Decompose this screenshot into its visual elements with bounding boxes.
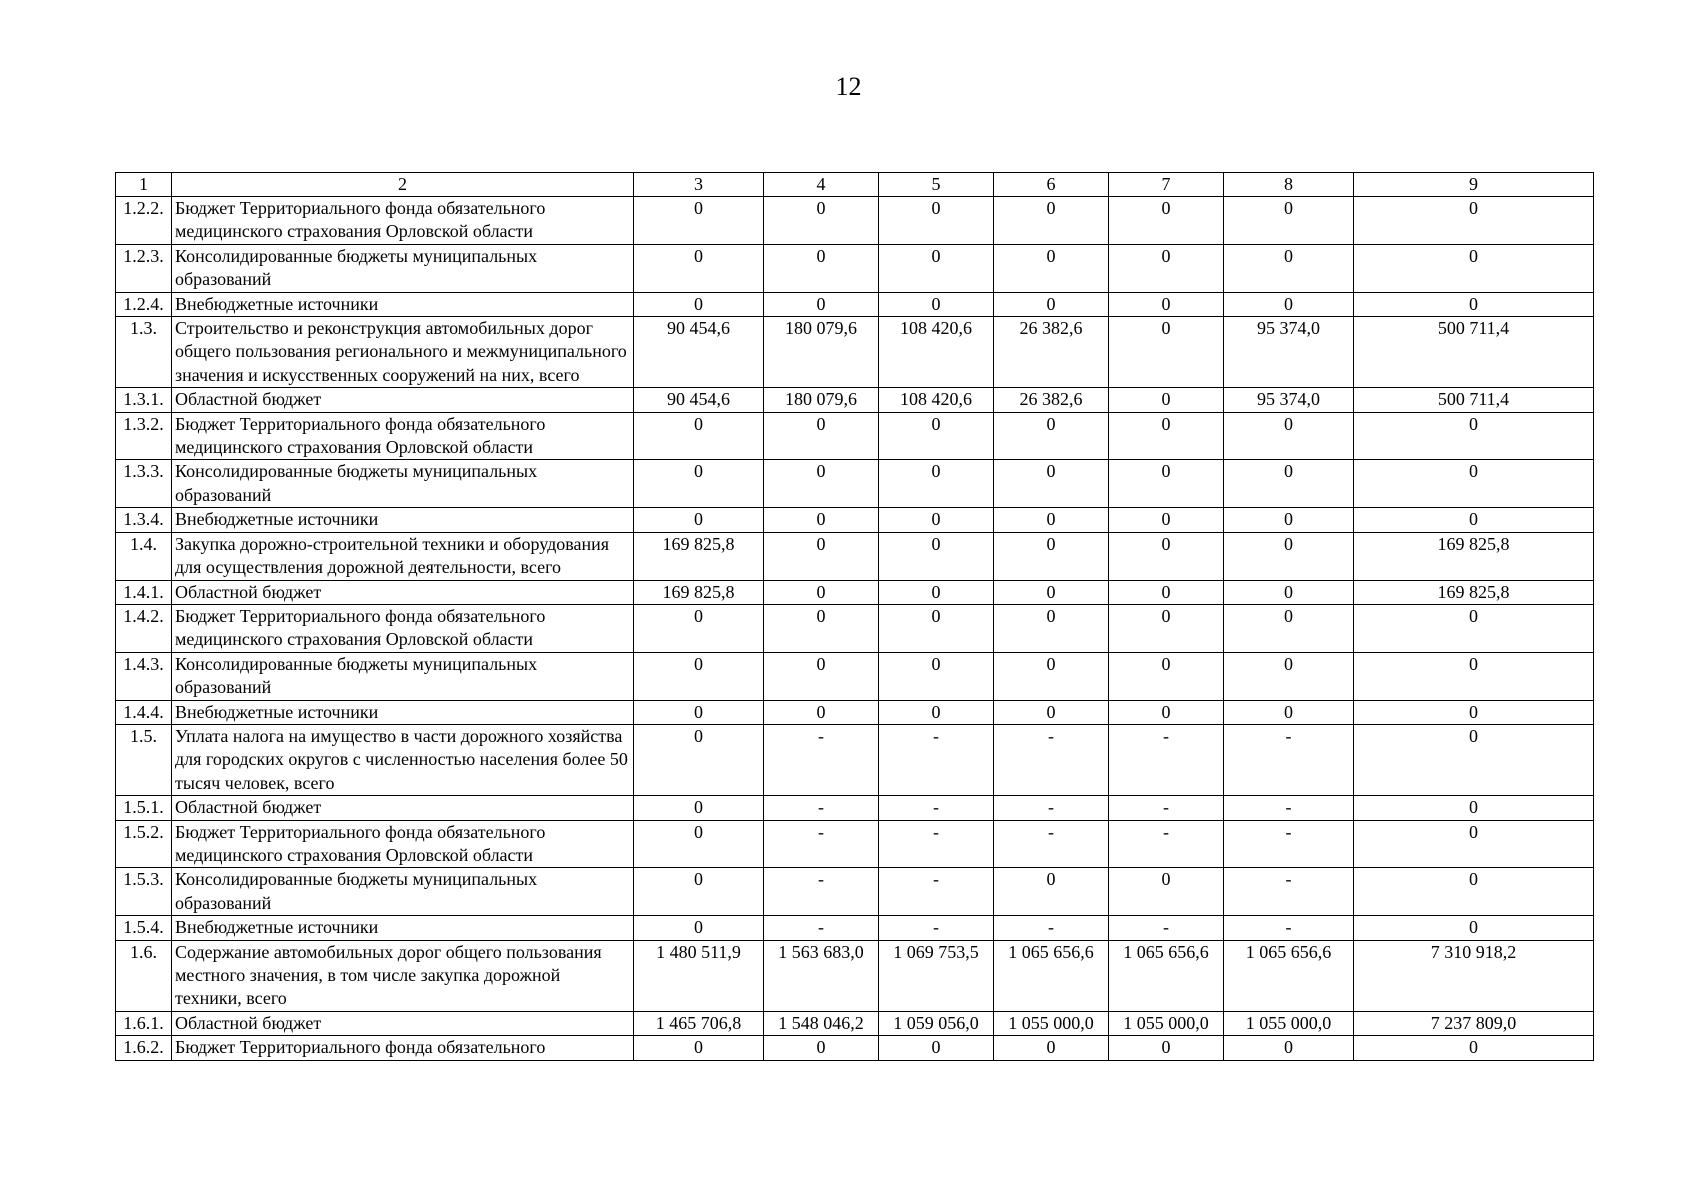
header-cell: 1 (116, 173, 172, 197)
value-cell: 0 (764, 700, 879, 724)
value-cell: 0 (879, 604, 994, 652)
value-cell: 0 (1109, 532, 1224, 580)
row-index: 1.4.2. (116, 604, 172, 652)
value-cell: 0 (1354, 508, 1594, 532)
row-index: 1.6. (116, 940, 172, 1011)
value-cell: 0 (634, 460, 764, 508)
value-cell: 0 (994, 412, 1109, 460)
table-row (116, 940, 1594, 1011)
table-row (116, 412, 1594, 460)
row-description: Внебюджетные источники (172, 916, 634, 940)
value-cell: 0 (1109, 460, 1224, 508)
row-description: Внебюджетные источники (172, 700, 634, 724)
table-row (116, 1011, 1594, 1035)
budget-table (115, 172, 1594, 1061)
value-cell: 0 (1224, 460, 1354, 508)
value-cell: 169 825,8 (1354, 580, 1594, 604)
row-description: Областной бюджет (172, 796, 634, 820)
row-index: 1.3.2. (116, 412, 172, 460)
value-cell: 0 (1354, 292, 1594, 316)
value-cell: 0 (879, 652, 994, 700)
header-cell: 3 (634, 173, 764, 197)
value-cell: 0 (634, 796, 764, 820)
value-cell: 180 079,6 (764, 388, 879, 412)
value-cell: 500 711,4 (1354, 388, 1594, 412)
value-cell: 0 (879, 197, 994, 245)
value-cell: 0 (1109, 652, 1224, 700)
value-cell: 0 (1224, 1036, 1354, 1060)
value-cell: 0 (994, 652, 1109, 700)
row-index: 1.2.3. (116, 244, 172, 292)
row-index: 1.3. (116, 317, 172, 388)
table-row (116, 388, 1594, 412)
value-cell: 0 (879, 580, 994, 604)
value-cell: 0 (764, 197, 879, 245)
value-cell: 0 (879, 1036, 994, 1060)
value-cell: - (879, 820, 994, 868)
value-cell: 0 (1354, 868, 1594, 916)
value-cell: 90 454,6 (634, 317, 764, 388)
value-cell: - (1224, 796, 1354, 820)
value-cell: 1 065 656,6 (1224, 940, 1354, 1011)
row-index: 1.3.4. (116, 508, 172, 532)
row-index: 1.5.1. (116, 796, 172, 820)
table-row (116, 796, 1594, 820)
header-cell: 9 (1354, 173, 1594, 197)
value-cell: - (1224, 868, 1354, 916)
value-cell: 0 (764, 1036, 879, 1060)
value-cell: - (764, 724, 879, 795)
value-cell: - (1109, 724, 1224, 795)
row-description: Строительство и реконструкция автомобильных дорог общего пользования регионального и межмуниципального значения и искусственных сооружений на них, всего (172, 317, 634, 388)
value-cell: 0 (1224, 508, 1354, 532)
value-cell: 0 (994, 604, 1109, 652)
value-cell: 0 (764, 532, 879, 580)
value-cell: 0 (764, 244, 879, 292)
value-cell: 1 055 000,0 (994, 1011, 1109, 1035)
value-cell: 0 (634, 508, 764, 532)
value-cell: 0 (1109, 197, 1224, 245)
row-description: Закупка дорожно-строительной техники и оборудования для осуществления дорожной деятельности, всего (172, 532, 634, 580)
row-description: Содержание автомобильных дорог общего пользования местного значения, в том числе закупка дорожной техники, всего (172, 940, 634, 1011)
row-index: 1.4.3. (116, 652, 172, 700)
row-index: 1.5.3. (116, 868, 172, 916)
value-cell: 0 (879, 412, 994, 460)
value-cell: 0 (994, 868, 1109, 916)
row-index: 1.4.4. (116, 700, 172, 724)
table-row (116, 460, 1594, 508)
value-cell: 0 (1109, 317, 1224, 388)
value-cell: 0 (879, 532, 994, 580)
row-description: Бюджет Территориального фонда обязательного медицинского страхования Орловской области (172, 197, 634, 245)
value-cell: 0 (1109, 604, 1224, 652)
value-cell: 0 (879, 244, 994, 292)
value-cell: 1 055 000,0 (1109, 1011, 1224, 1035)
value-cell: 180 079,6 (764, 317, 879, 388)
row-description: Бюджет Территориального фонда обязательного медицинского страхования Орловской области (172, 412, 634, 460)
row-index: 1.5.2. (116, 820, 172, 868)
row-index: 1.5.4. (116, 916, 172, 940)
value-cell: 95 374,0 (1224, 317, 1354, 388)
value-cell: 7 310 918,2 (1354, 940, 1594, 1011)
row-index: 1.6.1. (116, 1011, 172, 1035)
table-row (116, 916, 1594, 940)
value-cell: - (994, 916, 1109, 940)
value-cell: 108 420,6 (879, 317, 994, 388)
value-cell: 26 382,6 (994, 388, 1109, 412)
header-cell: 5 (879, 173, 994, 197)
value-cell: 0 (1109, 244, 1224, 292)
value-cell: 0 (879, 700, 994, 724)
row-description: Консолидированные бюджеты муниципальных образований (172, 868, 634, 916)
value-cell: 1 563 683,0 (764, 940, 879, 1011)
value-cell: 0 (879, 508, 994, 532)
value-cell: 1 059 056,0 (879, 1011, 994, 1035)
value-cell: 0 (1109, 508, 1224, 532)
table-row (116, 1036, 1594, 1060)
table-row (116, 317, 1594, 388)
value-cell: 0 (1109, 292, 1224, 316)
value-cell: 0 (1224, 604, 1354, 652)
value-cell: 0 (1109, 388, 1224, 412)
value-cell: 0 (1109, 868, 1224, 916)
table-row (116, 580, 1594, 604)
value-cell: 7 237 809,0 (1354, 1011, 1594, 1035)
table-row (116, 197, 1594, 245)
value-cell: 0 (994, 292, 1109, 316)
row-description: Внебюджетные источники (172, 292, 634, 316)
value-cell: 0 (1354, 604, 1594, 652)
value-cell: 1 548 046,2 (764, 1011, 879, 1035)
value-cell: - (879, 724, 994, 795)
value-cell: 0 (634, 197, 764, 245)
value-cell: 0 (1109, 412, 1224, 460)
value-cell: 0 (1354, 916, 1594, 940)
header-cell: 8 (1224, 173, 1354, 197)
value-cell: 0 (764, 508, 879, 532)
table-row (116, 820, 1594, 868)
value-cell: 0 (634, 244, 764, 292)
table-row (116, 244, 1594, 292)
value-cell: 0 (634, 868, 764, 916)
value-cell: 0 (879, 460, 994, 508)
value-cell: 0 (764, 652, 879, 700)
header-row (116, 173, 1594, 197)
value-cell: 0 (1224, 700, 1354, 724)
value-cell: - (1109, 796, 1224, 820)
row-index: 1.3.1. (116, 388, 172, 412)
value-cell: 0 (994, 1036, 1109, 1060)
table-row (116, 724, 1594, 795)
value-cell: 108 420,6 (879, 388, 994, 412)
value-cell: - (1109, 916, 1224, 940)
value-cell: 1 480 511,9 (634, 940, 764, 1011)
value-cell: 0 (1354, 1036, 1594, 1060)
value-cell: 1 065 656,6 (1109, 940, 1224, 1011)
header-cell: 2 (172, 173, 634, 197)
value-cell: 0 (1224, 292, 1354, 316)
value-cell: 1 069 753,5 (879, 940, 994, 1011)
value-cell: 500 711,4 (1354, 317, 1594, 388)
row-description: Областной бюджет (172, 1011, 634, 1035)
value-cell: 0 (764, 604, 879, 652)
value-cell: 0 (879, 292, 994, 316)
value-cell: - (1224, 724, 1354, 795)
value-cell: - (994, 820, 1109, 868)
value-cell: 0 (634, 700, 764, 724)
value-cell: 0 (764, 580, 879, 604)
value-cell: 0 (1109, 700, 1224, 724)
value-cell: 0 (1224, 652, 1354, 700)
value-cell: 0 (634, 292, 764, 316)
value-cell: 0 (1354, 724, 1594, 795)
value-cell: 0 (1109, 580, 1224, 604)
table-row (116, 508, 1594, 532)
table-row (116, 700, 1594, 724)
value-cell: 0 (764, 292, 879, 316)
row-index: 1.4.1. (116, 580, 172, 604)
table-row (116, 604, 1594, 652)
page-number: 12 (835, 72, 862, 101)
value-cell: 0 (1224, 197, 1354, 245)
value-cell: - (764, 796, 879, 820)
table-row (116, 532, 1594, 580)
value-cell: 0 (634, 1036, 764, 1060)
value-cell: 0 (764, 460, 879, 508)
value-cell: 0 (1224, 580, 1354, 604)
value-cell: 0 (1354, 197, 1594, 245)
table-row (116, 868, 1594, 916)
value-cell: - (1224, 820, 1354, 868)
table-row (116, 292, 1594, 316)
value-cell: 0 (994, 700, 1109, 724)
value-cell: 90 454,6 (634, 388, 764, 412)
value-cell: 0 (994, 508, 1109, 532)
value-cell: 169 825,8 (634, 532, 764, 580)
row-description: Бюджет Территориального фонда обязательного медицинского страхования Орловской области (172, 604, 634, 652)
row-index: 1.6.2. (116, 1036, 172, 1060)
value-cell: 0 (1354, 652, 1594, 700)
value-cell: - (764, 916, 879, 940)
value-cell: 1 065 656,6 (994, 940, 1109, 1011)
header-cell: 6 (994, 173, 1109, 197)
value-cell: 0 (634, 820, 764, 868)
value-cell: - (879, 868, 994, 916)
value-cell: - (879, 916, 994, 940)
table-row (116, 652, 1594, 700)
value-cell: 1 465 706,8 (634, 1011, 764, 1035)
row-description: Бюджет Территориального фонда обязательного медицинского страхования Орловской области (172, 820, 634, 868)
value-cell: 0 (994, 244, 1109, 292)
value-cell: - (1224, 916, 1354, 940)
row-index: 1.3.3. (116, 460, 172, 508)
value-cell: 0 (994, 460, 1109, 508)
value-cell: 26 382,6 (994, 317, 1109, 388)
header-cell: 7 (1109, 173, 1224, 197)
value-cell: 0 (1354, 460, 1594, 508)
value-cell: - (994, 796, 1109, 820)
value-cell: 0 (764, 412, 879, 460)
row-index: 1.2.4. (116, 292, 172, 316)
row-description: Консолидированные бюджеты муниципальных образований (172, 244, 634, 292)
value-cell: 0 (634, 652, 764, 700)
value-cell: 0 (994, 532, 1109, 580)
row-description: Бюджет Территориального фонда обязательного (172, 1036, 634, 1060)
value-cell: 1 055 000,0 (1224, 1011, 1354, 1035)
header-cell: 4 (764, 173, 879, 197)
value-cell: 0 (1354, 412, 1594, 460)
value-cell: 169 825,8 (634, 580, 764, 604)
value-cell: - (764, 820, 879, 868)
value-cell: 95 374,0 (1224, 388, 1354, 412)
value-cell: 0 (634, 916, 764, 940)
value-cell: 0 (1354, 820, 1594, 868)
row-description: Консолидированные бюджеты муниципальных образований (172, 652, 634, 700)
value-cell: 0 (1354, 700, 1594, 724)
value-cell: 0 (1354, 244, 1594, 292)
value-cell: - (1109, 820, 1224, 868)
row-description: Областной бюджет (172, 388, 634, 412)
value-cell: 0 (1224, 532, 1354, 580)
value-cell: 0 (634, 724, 764, 795)
value-cell: 0 (994, 197, 1109, 245)
row-description: Внебюджетные источники (172, 508, 634, 532)
value-cell: - (879, 796, 994, 820)
table-body (116, 173, 1594, 1061)
row-index: 1.2.2. (116, 197, 172, 245)
value-cell: 0 (1354, 796, 1594, 820)
value-cell: 0 (634, 604, 764, 652)
value-cell: 0 (1224, 412, 1354, 460)
value-cell: - (764, 868, 879, 916)
row-description: Консолидированные бюджеты муниципальных образований (172, 460, 634, 508)
value-cell: - (994, 724, 1109, 795)
value-cell: 0 (994, 580, 1109, 604)
row-description: Уплата налога на имущество в части дорожного хозяйства для городских округов с численностью населения более 50 тысяч человек, всего (172, 724, 634, 795)
value-cell: 0 (1109, 1036, 1224, 1060)
value-cell: 0 (634, 412, 764, 460)
row-index: 1.4. (116, 532, 172, 580)
value-cell: 0 (1224, 244, 1354, 292)
value-cell: 169 825,8 (1354, 532, 1594, 580)
row-index: 1.5. (116, 724, 172, 795)
row-description: Областной бюджет (172, 580, 634, 604)
